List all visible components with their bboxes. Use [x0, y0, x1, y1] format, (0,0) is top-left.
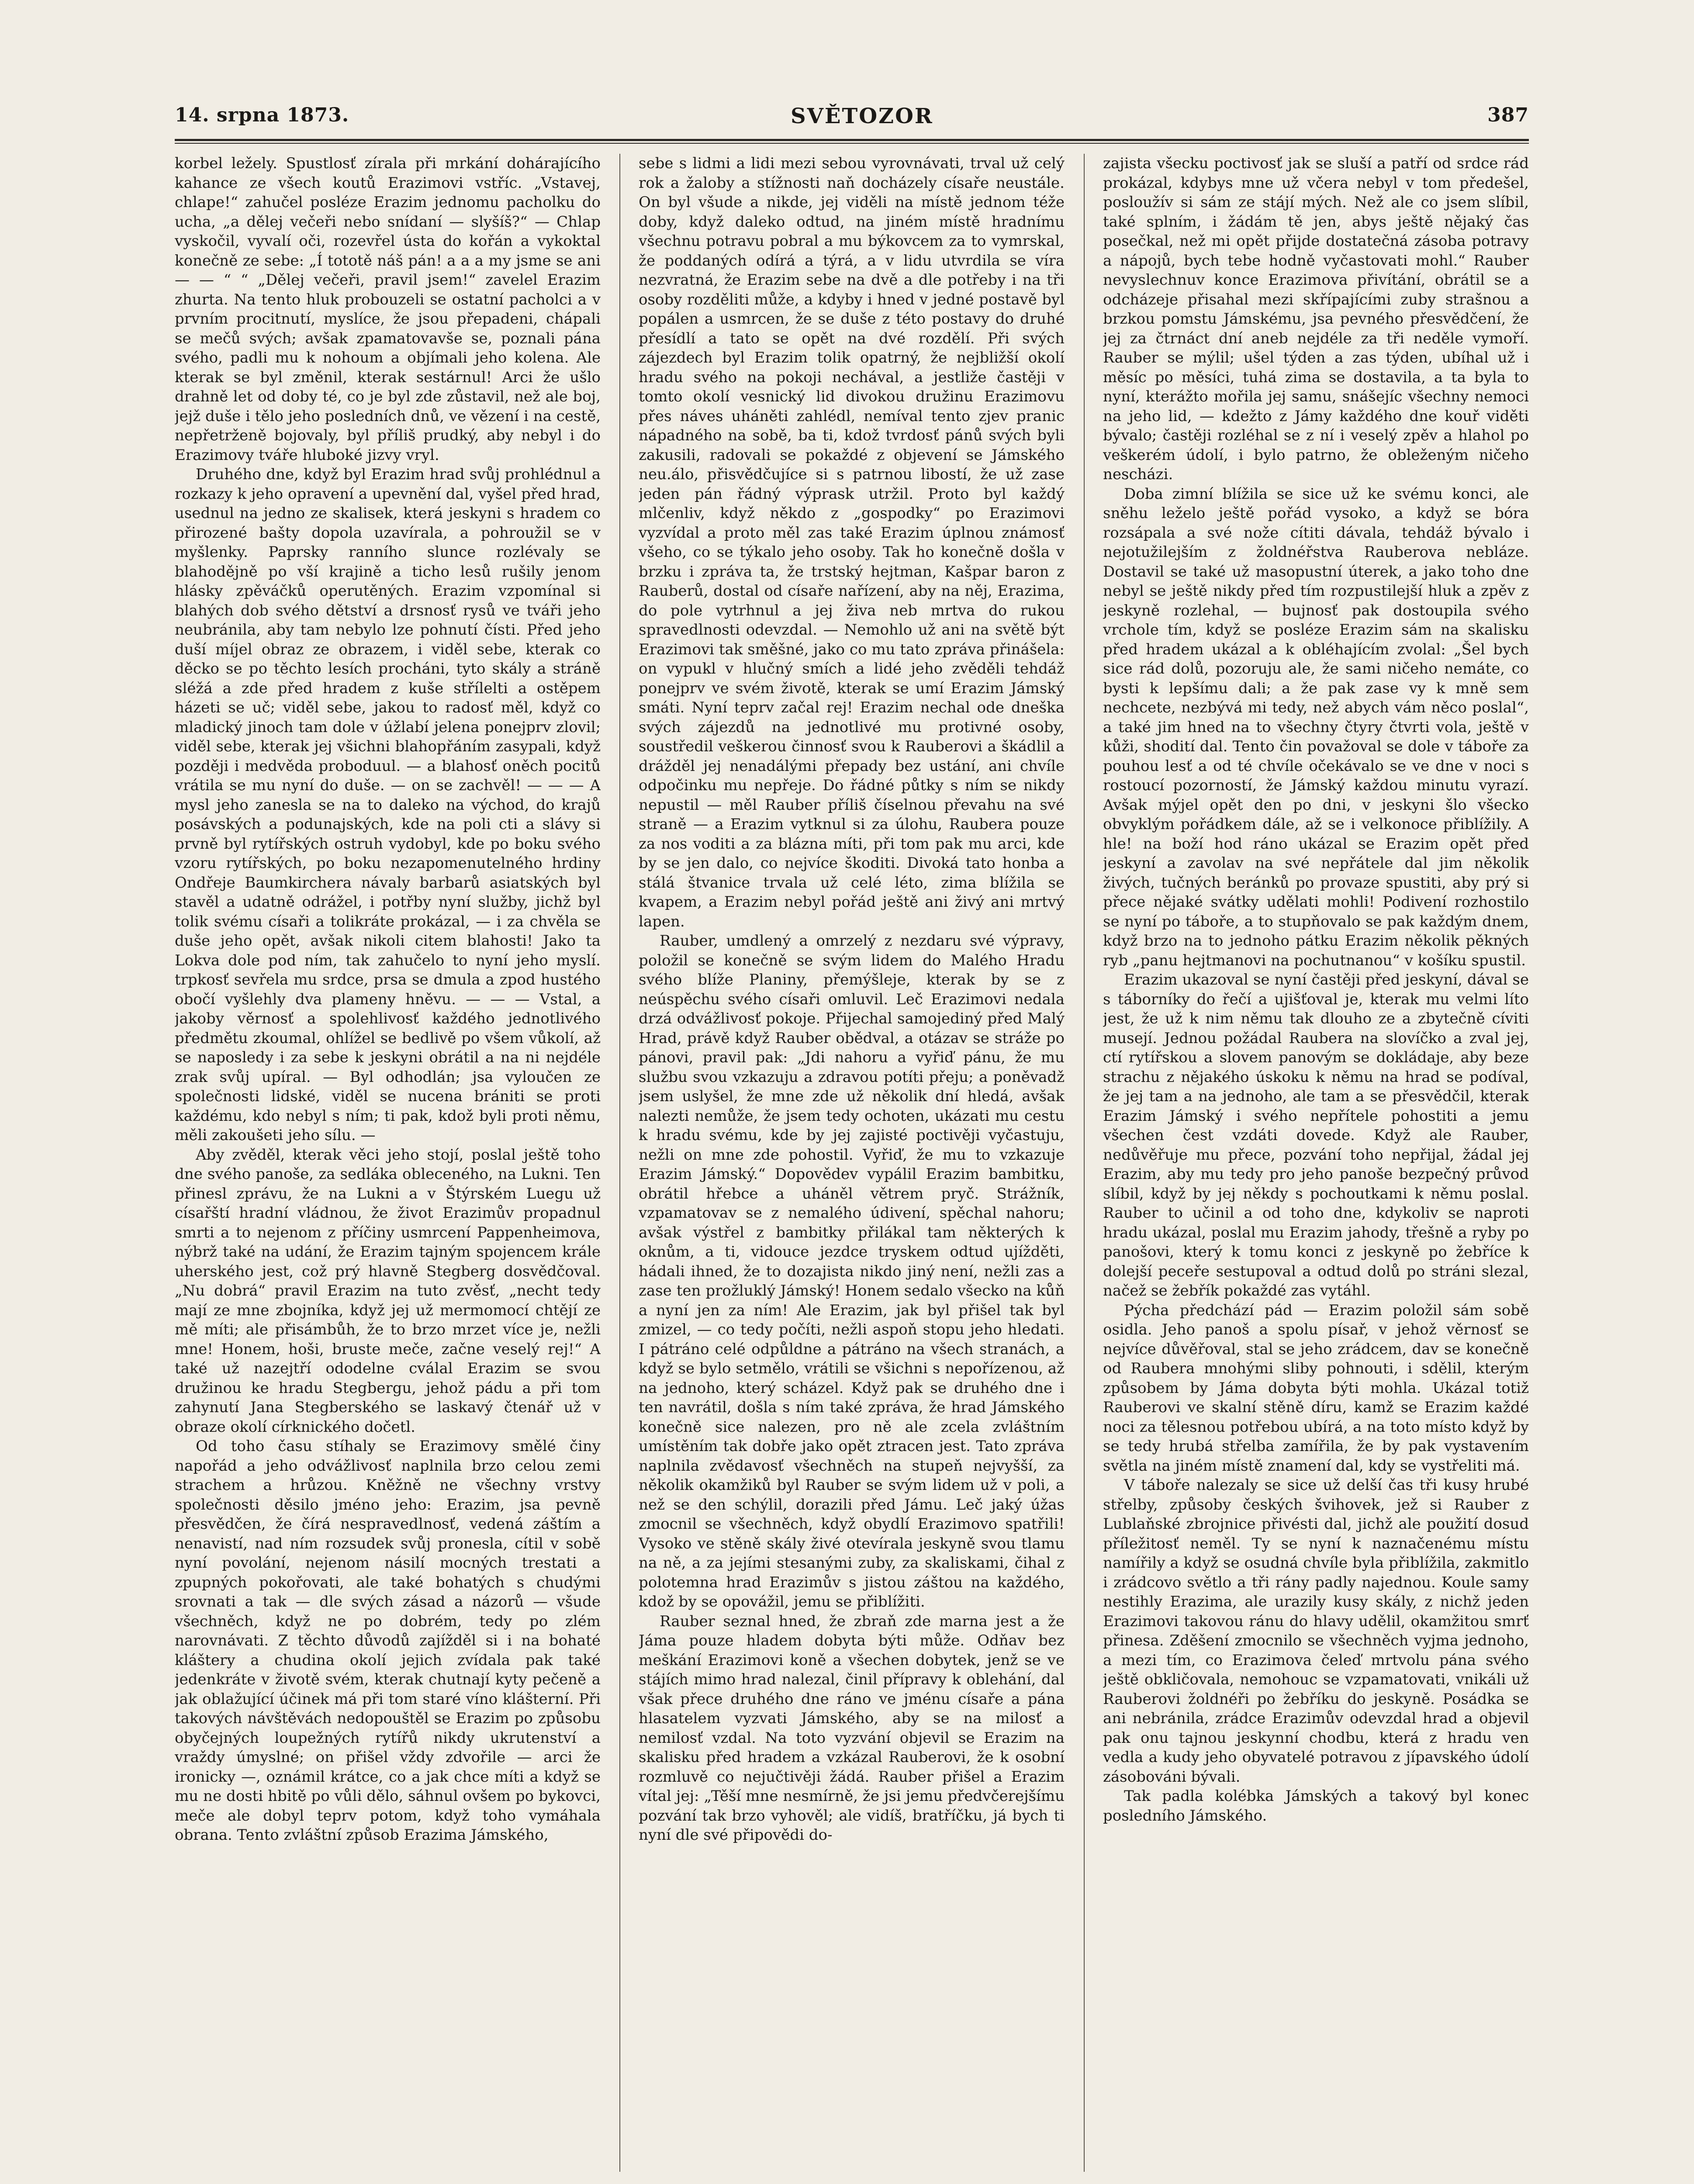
paragraph: Rauber, umdlený a omrzelý z nezdaru své výpravy, položil se konečně se svým lidem do Malého Hradu svého blíže Planiny, přemýšleje, kterak by se z neúspěchu svého císaři omluvil. Leč Erazimovi nedala drzá odvážlivosť pokoje. Přijechal samojediný před Malý Hrad, právě když Rauber obědval, a otázav se stráže po pánovi, pravil pak: „Jdi nahoru a vyřiď pánu, že mu službu svou vzkazuju a zdravou potíti přeju; a poněvadž jsem uslyšel, že mne zde už několik dní hledá, avšak nalezti nemůže, že jsem tedy ochoten, ukázati mu cestu k hradu svému, kde by jej zajisté poctivěji vyčastuju, nežli on mne zde pohostil. Vyřiď, že mu to vzkazuje Erazim Jámský.“ Dopovědev vypálil Erazim bambitku, obrátil hřebce a uháněl větrem pryč. Strážník, vzpamatovav se z nemalého údivení, spěchal nahoru; avšak výstřel z bambitky přilákal tam některých k oknům, a ti, vidouce jezdce tryskem odtud ujížděti, hádali ihned, že to dozajista nikdo jiný není, nežli zas a zase ten prožluklý Jámský! Honem sedalo všecko na kůň a nyní jen za ním! Ale Erazim, jak byl přišel tak byl zmizel, — co tedy počíti, nežli aspoň stopu jeho hledati. I pátráno celé odpůldne a pátráno na všech stranách, a když se bylo setmělo, vrátili se všichni s nepořízenou, až na jednoho, který scházel. Když pak se druhého dne i ten navrátil, došla s ním také zpráva, že hrad Jámského konečně sice nalezen, pro ně ale zcela zvláštním umístěním tak dobře jako opět ztracen jest. Tato zpráva naplnila zvědavosť všechněch na stupeň nejvyšší, za několik okamžiků byl Rauber se svým lidem už v poli, a než se den schýlil, dorazili před Jámu. Leč jaký úžas zmocnil se všechněch, když obydlí Erazimovo spatřili! Vysoko ve stěně skály živé otevírala jeskyně svou tlamu na ně, a za jejími stesanými zuby, za skaliskami, čihal z polotemna hrad Erazimův s jistou záštou na každého, kdož by se opovážil, jemu se přiblížiti.: [639, 932, 1065, 1610]
paragraph: Od toho času stíhaly se Erazimovy smělé činy napořád a jeho odvážlivosť naplnila brzo celou zemi strachem a hrůzou. Kněžně ne všechny vrstvy společnosti děsilo jméno jeho: Erazim, jsa pevně přesvědčen, že čírá nespravedlnosť, vedená záštím a nenavistí, nad ním rozsudek svůj pronesla, cítil v sobě nyní povolání, nejenom násilí mocných trestati a zpupných pokořovati, ale také bohatých s chudými srovnati a tak — dle svých zásad a názorů — všude všechněch, když ne po dobrém, tedy po zlém narovnávati. Z těchto důvodů zajížděl si i na bohaté kláštery a chudina okolí jejich zvídala pak také jedenkráte v životě svém, kterak chutnají kyty pečeně a jak oblažující účinek má při tom staré víno klášterní. Při takových návštěvách nedopouštěl se Erazim po způsobu obyčejných loupežných rytířů nikdy ukrutenství a vraždy úmyslné; on přišel vždy zdvořile — arci že ironicky —, oznámil krátce, co a jak chce míti a když se mu ne dosti hbitě po vůli dělo, sáhnul ovšem po bykovci, meče ale dobyl teprv potom, když toho vymáhala obrana. Tento zvláštní způsob Erazima Jámského,: [175, 1438, 601, 1844]
paragraph: korbel ležely. Spustlosť zírala při mrkání dohárajícího kahance ze všech koutů Erazimovi vstříc. „Vstavej, chlape!“ zahučel posléze Erazim jednomu pacholku do ucha, „a dělej večeři nebo snídaní — slyšíš?“ — Chlap vyskočil, vyvalí oči, rozevřel ústa do kořán a vykoktal konečně ze sebe: „Í tototě náš pán! a a a my jsme se ani — — “ “ „Dělej večeři, pravil jsem!“ zavelel Erazim zhurta. Na tento hluk probouzeli se ostatní pacholci a v prvním procitnutí, myslíce, že jsou přepadeni, chápali se mečů svých; avšak zpamatovavše se, poznali pána svého, padli mu k nohoum a objímali jeho kolena. Ale kterak se byl změnil, kterak sestárnul! Arci že ušlo drahně let od doby té, co je byl zde zůstavil, než ale boj, jejž duše i tělo jeho posledních dnů, ve vězení i na cestě, nepřetrženě bojovaly, byl příliš prudký, aby nebyl i do Erazimovy tváře hluboké jizvy vryl.: [175, 155, 601, 464]
page-number: 387: [1487, 104, 1529, 126]
issue-date: 14. srpna 1873.: [175, 104, 349, 126]
column-divider: [619, 154, 620, 2172]
paragraph: Druhého dne, když byl Erazim hrad svůj prohlédnul a rozkazy k jeho opravení a upevnění dal, vyšel před hrad, usednul na jedno ze skalisek, která jeskyni s hradem co přirozené bašty dopola uzavírala, a pohroužil se v myšlenky. Paprsky ranního slunce rozlévaly se blahodějně po vší krajině a ticho lesů rušily jenom hlásky zpěváčků operutěných. Erazim vzpomínal si blahých dob svého dětství a drsnosť rysů ve tváři jeho neubránila, aby tam nebylo lze pohnutí čísti. Před jeho duší míjel obraz ze obrazem, i viděl sebe, kterak co děcko se po těchto lesích procháni, tyto skály a stráně sléžá a zde před hradem z kuše střílelti a ostěpem házeti se uč; viděl sebe, jakou to radosť měl, když co mladický jinoch tam dole v úžlabí jelena ponejprv zlovil; viděl sebe, kterak jej všichni blahopřáním zasypali, když později i medvěda proboduul. — a blahosť oněch pocitů vrátila se mu nyní do duše. — on se zachvěl! — — — A mysl jeho zanesla se na to daleko na východ, do krajů posávských a podunajských, kde na poli cti a slávy si prvně byl rytířských ostruh vydobyl, kde po boku svého vzoru rytířských, po boku nezapomenutelného hrdiny Ondřeje Baumkirchera návaly barbarů asiatských byl stavěl a udatně odrážel, i potřby nyní služby, jichž byl tolik svému císaři a tolikráte prokázal, — i za chvěla se duše jeho opět, avšak nikoli citem blahosti! Jako ta Lokva dole pod ním, tak zahučelo to nyní jeho myslí. trpkosť sevřela mu srdce, prsa se dmula a zpod hustého obočí vyšlehly dva plameny hněvu. — — — Vstal, a jakoby věrnosť a spolehlivosť každého jednotlivého předmětu zkoumal, ohlížel se bedlivě po všem vůkolí, až se naposledy i za sebe k jeskyni obrátil a na ni nejdéle zrak svůj upíral. — Byl odhodlán; jsa vyloučen ze společnosti lidské, viděl se nucena brániti se proti každému, kdo nebyl s ním; ti pak, kdož byli proti němu, měli zakoušeti jeho sílu. —: [175, 466, 601, 1144]
paragraph: zajista všecku poctivosť jak se sluší a patří od srdce rád prokázal, kdybys mne už včera nebyl v tom předešel, posloužív si sám ze stájí mých. Než ale co jsem slíbil, také splním, i žádám tě jen, abys ještě nějaký čas posečkal, než mi opět přijde dostatečná zásoba potravy a nápojů, bych tebe hodně vyčastovati mohl.“ Rauber nevyslechnuv konce Erazimova přivítání, obrátil se a odcházeje přisahal mezi skřípajícími zuby strašnou a brzkou pomstu Jámskému, jsa pevného přesvědčení, že jej za čtrnáct dní aneb nejdéle za tři neděle vymoří. Rauber se mýlil; ušel týden a zas týden, ubíhal už i měsíc po měsíci, tuhá zima se dostavila, a ta byla to nyní, kterážto mořila jej samu, snášejíc všechny nemoci na jeho lid, — kdežto z Jámy každého dne kouř viděti bývalo; častěji rozléhal se z ní i veselý zpěv a hlahol po veškerém údolí, i bylo patrno, že obleženým ničeho nescházi.: [1103, 155, 1529, 483]
paragraph: Rauber seznal hned, že zbraň zde marna jest a že Jáma pouze hladem dobyta býti může. Odňav bez meškání Erazimovi koně a všechen dobytek, jenž se ve stájích mimo hrad nalezal, činil přípravy k oblehání, dal však přece druhého dne ráno ve jménu císaře a pána hlasatelem vyzvati Jámského, aby se na milosť a nemilosť vzdal. Na toto vyzvání objevil se Erazim na skalisku před hradem a vzkázal Rauberovi, že k osobní rozmluvě co nejučtivěji žádá. Rauber přišel a Erazim vítal jej: „Těší mne nesmírně, že jsi jemu předvčerejšímu pozvání tak brzo vyhověl; ale vidíš, bratříčku, já bych ti nyní dle své připovědi do-: [639, 1612, 1065, 1844]
paragraph: Aby zvěděl, kterak věci jeho stojí, poslal ještě toho dne svého panoše, za sedláka obleceného, na Lukni. Ten přinesl zprávu, že na Lukni a v Štýrském Luegu už císařští hradní vládnou, že život Erazimův propadnul smrti a to nejenom z příčiny usmrcení Pappenheimova, nýbrž také na udání, že Erazim tajným spojencem krále uherského jest, což prý hlavně Stegberg dosvědčoval. „Nu dobrá“ pravil Erazim na tuto zvěsť, „necht tedy mají ze mne zbojníka, když jej už mermomocí chtějí ze mě míti; ale přisámbůh, že to brzo mrzet více je, nežli mne! Honem, hoši, bruste meče, začne veselý rej!“ A také už nazejtří ododelne cválal Erazim se svou družinou ke hradu Stegbergu, jehož pádu a při tom zahynutí Jana Stegberského se laskavý čtenář už v obraze okolí círknického dočetl.: [175, 1146, 601, 1436]
page-header: [175, 104, 1529, 135]
paragraph: Erazim ukazoval se nyní častěji před jeskyní, dával se s táborníky do řečí a ujišťoval je, kterak mu velmi líto jest, že už k nim němu tak dlouho ze a zbytečně cíviti musejí. Jednou požádal Raubera na slovíčko a zval jej, ctí rytířskou a slovem panovým se dokládaje, aby beze strachu z nějakého úskoku k němu na hrad se podíval, že jej tam a na jednoho, ale tam a se přesvědčil, kterak Erazim Jámský i svého nepřítele pohostiti a jemu všechen čest vzdáti dovede. Když ale Rauber, nedůvěřuje mu přece, pozvání toho nepřijal, žádal jej Erazim, aby mu tedy pro jeho panoše bezpečný průvod slíbil, když by jej někdy s pochoutkami k němu poslal. Rauber to učinil a od toho dne, kdykoliv se naproti hradu ukázal, poslal mu Erazim jahody, třešně a ryby po panošovi, který k tomu konci z jeskyně po žebříce k dolejší peceře sestupoval a odtud dolů po stráni slezal, načež se žebřík pokaždé zas vytáhl.: [1103, 971, 1529, 1299]
text-column-3: [1103, 154, 1529, 2184]
publication-title: SVĚTOZOR: [791, 104, 933, 128]
text-column-1: [175, 154, 601, 2184]
paragraph: sebe s lidmi a lidi mezi sebou vyrovnávati, trval už celý rok a žaloby a stížnosti naň docházely císaře neustále. On byl všude a nikde, jej viděli na místě jednom téže doby, když daleko odtud, na jiném místě hradnímu všechnu potravu pobral a mu býkovcem za to vymrskal, že poddaných odírá a týrá, a v lidu utvrdila se víra nezvratná, že Erazim sebe na dvě a dle potřeby i na tři osoby rozděliti může, a kdyby i hned v jedné postavě byl popálen a usmrcen, že se duše z této postavy do druhé přesídlí a tato se opět na dvé rozdělí. Při svých zájezdech byl Erazim tolik opatrný, že nejbližší okolí hradu svého na pokoji nechával, a jestliže častěji v tomto okolí vesnický lid divokou družinu Erazimovu přes náves uháněti zahlédl, nemíval tento zjev pranic nápadného na sobě, ba ti, kdož tvrdosť pánů svých byli zakusili, radovali se pokaždé z objevení se Jámského neu.álo, přisvědčujíce si s patrnou libostí, že už zase jeden pán řádný výprask utržil. Proto byl každý mlčenliv, když někdo z „gospodky“ po Erazimovi vyzvídal a proto měl zas také Erazim úplnou známosť všeho, co se týkalo jeho osoby. Tak ho konečně došla v brzku i zpráva ta, že trstský hejtman, Kašpar baron z Rauberů, dostal od císaře nařízení, aby na něj, Erazima, do pole vytrhnul a jej živa neb mrtva do rukou spravedlnosti odevzdal. — Nemohlo už ani na světě být Erazimovi tak směšné, jako co mu tato zpráva přinášela: on vypukl v hlučný smích a lidé jeho zvěděli tehdáž ponejprv ve svém životě, kterak se umí Erazim Jámský smáti. Nyní teprv začal rej! Erazim nechal ode dneška svých zájezdů na jednotlivé mu protivné osoby, soustředil veškerou činnosť svou k Rauberovi a škádlil a drážděl jej nenadálými přepady bez ustání, ani chvíle odpočinku mu nepřeje. Do řádné půtky s ním se nikdy nepustil — měl Rauber příliš číselnou převahu na své straně — a Erazim vytknul si za úlohu, Raubera pouze za nos voditi a za blázna míti, při tom pak mu arci, kde by se jen dalo, co nejvíce škoditi. Divoká tato honba a stálá štvanice trvala už celé léto, zima blížila se kvapem, a Erazim nebyl pořád ještě ani živý ani mrtvý lapen.: [639, 155, 1065, 930]
paragraph: V táboře nalezaly se sice už delší čas tři kusy hrubé střelby, způsoby českých švihovek, jež si Rauber z Lublaňské zbrojnice přivésti dal, jichž ale použití dosud příležitosť neměl. Ty se nyní k naznačenému místu namířily a když se osudná chvíle byla přiblížila, zakmitlo i zrádcovo světlo a tři rány padly najednou. Koule samy nestihly Erazima, ale urazily kusy skály, z nichž jeden Erazimovi takovou ránu do hlavy udělil, okamžitou smrť přinesa. Zděšení zmocnilo se všechněch vyjma jednoho, a mezi tím, co Erazimova čeleď mrtvolu pána svého ještě obkličovala, nemohouc se vzpamatovati, vnikáli už Rauberovi žoldnéři po žebříku do jeskyně. Posádka se ani nebránila, zrádce Erazimův odevzdal hrad a objevil pak onu tajnou jeskynní chodbu, která z hradu ven vedla a kudy jeho obyvatelé potravou z jípavského údolí zásobováni bývali.: [1103, 1476, 1529, 1786]
paragraph: Pýcha předchází pád — Erazim položil sám sobě osidla. Jeho panoš a spolu písař, v jehož věrnosť se nejvíce důvěřoval, stal se jeho zrádcem, dav se konečně od Raubera mnohými sliby pohnouti, i sdělil, kterým způsobem by Jáma dobyta býti mohla. Ukázal totiž Rauberovi ve skalní stěně díru, kamž se Erazim každé noci za tělesnou potřebou ubírá, a na toto místo když by se tedy hrubá střelba zamířila, že by pak vystavením světla na jiném místě znamení dal, kdy se vystřeliti má.: [1103, 1301, 1529, 1475]
header-rule: [175, 139, 1529, 144]
paragraph: Tak padla kolébka Jámských a takový byl konec posledního Jámského.: [1103, 1787, 1529, 1825]
column-divider: [1084, 154, 1085, 2172]
paragraph: Doba zimní blížila se sice už ke svému konci, ale sněhu leželo ještě pořád vysoko, a když se bóra rozsápala a své nože cítiti dávala, tehdáž bývalo i nejotužilejším z žoldnéřstva Rauberova nebláze. Dostavil se také už masopustní úterek, a jako toho dne nebyl se ještě nikdy před tím rozpustilejší hluk a zpěv z jeskyně rozlehal, — bujnosť pak dostoupila svého vrchole tím, když se posléze Erazim sám na skalisku před hradem ukázal a k obléhajícím zvolal: „Šel bych sice rád dolů, pozoruju ale, že sami ničeho nemáte, co bysti k lepšímu dali; a že pak zase vy k mně sem nechcete, nezbývá mi tedy, než abych vám něco poslal“, a také jim hned na to všechny čtyry čtvrti vola, ještě v kůži, shodití dal. Tento čin považoval se dole v táboře za pouhou lesť a od té chvíle očekávalo se ve dne v noci s rostoucí pozorností, že Jámský každou minutu vyrazí. Avšak mýjel opět den po dni, v jeskyni šlo všecko obvyklým pořádkem dále, až se i velkonoce přiblížily. A hle! na boží hod ráno ukázal se Erazim opět před jeskyní a zavolav na své nepřátele dal jim několik živých, tučných beránků po provaze spustiti, aby prý si přece nějaké svátky udělati mohli! Podivení rozhostilo se nyní po táboře, a to stupňovalo se pak každým dnem, když brzo na to jednoho pátku Erazim několik pěkných ryb „panu hejtmanovi na pochutnanou“ v košíku spustil.: [1103, 485, 1529, 969]
text-column-2: [639, 154, 1065, 2184]
